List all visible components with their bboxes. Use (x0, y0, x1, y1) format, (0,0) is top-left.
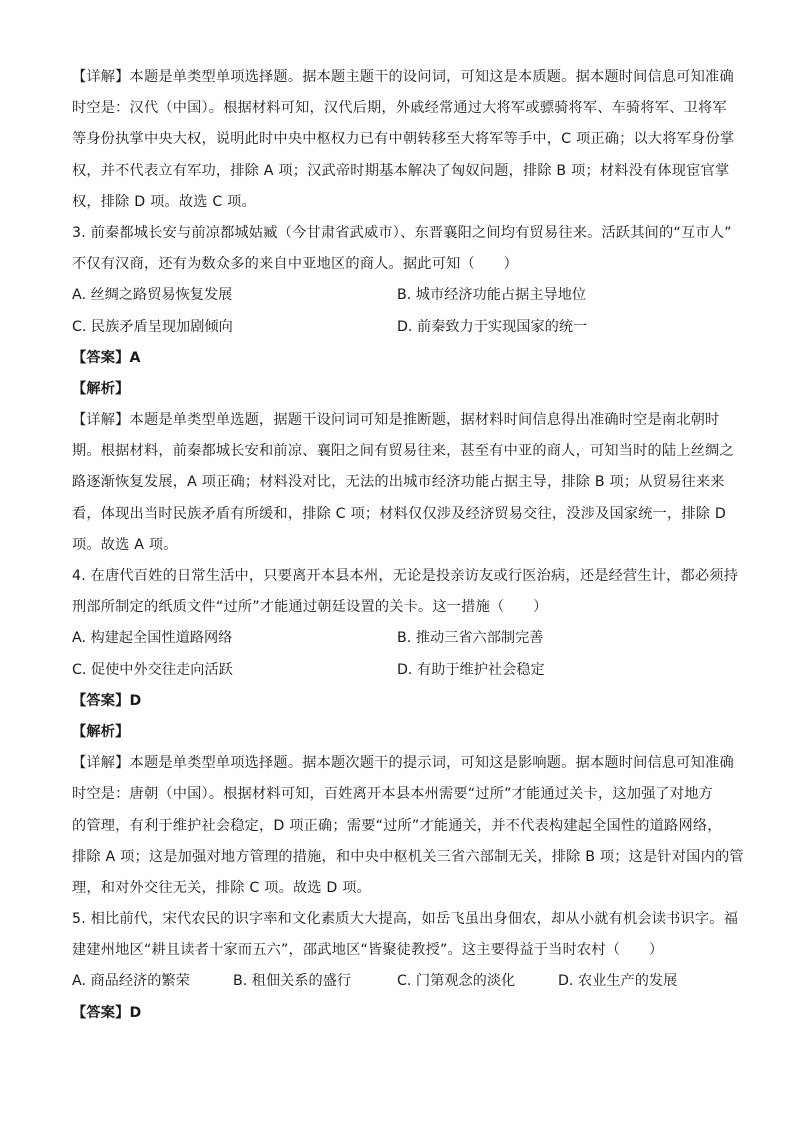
question-stem: 3. 前秦都城长安与前凉都城姑臧（今甘肃省武威市）、东晋襄阳之间均有贸易往来。活跃其间的“互市人” (72, 224, 732, 241)
option-c: C. 门第观念的淡化 (397, 973, 516, 990)
text-line: 理，和对外交往无关，排除 C 项。故选 D 项。 (72, 879, 372, 896)
option-b: B. 推动三省六部制完善 (397, 630, 544, 647)
option-a: A. 构建起全国性道路网络 (72, 630, 233, 647)
text-line: 排除 A 项；这是加强对地方管理的措施，和中央中枢机关三省六部制无关，排除 B 项；这是针对国内的管 (72, 848, 744, 865)
text-line: 期。根据材料，前秦都城长安和前凉、襄阳之间有贸易往来，甚至有中亚的商人，可知当时的陆上丝绸之 (72, 443, 734, 460)
question-stem: 刑部所制定的纸质文件“过所”才能通过朝廷设置的关卡。这一措施（ ） (72, 599, 548, 616)
question-4 (72, 561, 744, 904)
question-stem: 4. 在唐代百姓的日常生活中，只要离开本县本州，无论是投亲访友或行医治病，还是经营生计，都必须持 (72, 568, 739, 584)
question-3 (72, 218, 744, 561)
analysis-label: 【解析】 (72, 723, 130, 740)
answer-label: 【答案】D (72, 1004, 142, 1021)
text-line: 路逐渐恢复发展，A 项正确；材料没对比，无法的出城市经济功能占据主导，排除 B 项；从贸易往来来 (72, 474, 725, 491)
option-row (72, 966, 744, 997)
question-stem: 不仅有汉商，还有为数众多的来自中亚地区的商人。据此可知（ ） (72, 256, 519, 273)
option-a: A. 商品经济的繁荣 (72, 973, 190, 990)
answer-label: 【答案】D (72, 692, 142, 709)
q2-detail-block (72, 62, 744, 218)
text-line: 时空是：汉代（中国）。根据材料可知，汉代后期，外戚经常通过大将军或骠骑将军、车骑将军、卫将军 (72, 100, 727, 117)
option-b: B. 城市经济功能占据主导地位 (397, 287, 587, 304)
text-line: 等身份执掌中央大权，说明此时中央中枢权力已有中朝转移至大将军等手中，C 项正确；以大将军身份掌 (72, 131, 735, 148)
question-5 (72, 904, 744, 1029)
text-line: 的管理，有利于维护社会稳定，D 项正确；需要“过所”才能通关，并不代表构建起全国性的道路网络， (72, 817, 722, 834)
option-c: C. 促使中外交往走向活跃 (72, 661, 233, 678)
text-line: 项。故选 A 项。 (72, 536, 178, 553)
option-c: C. 民族矛盾呈现加剧倾向 (72, 318, 233, 335)
option-row (72, 312, 744, 343)
option-row (72, 280, 744, 311)
option-row (72, 623, 744, 654)
option-b: B. 租佃关系的盛行 (233, 973, 352, 990)
text-line: 权，排除 D 项。故选 C 项。 (72, 193, 256, 210)
option-d: D. 前秦致力于实现国家的统一 (397, 318, 588, 335)
text-line: 时空是：唐朝（中国）。根据材料可知，百姓离开本县本州需要“过所”才能通过关卡，这加强了对地方 (72, 786, 714, 803)
option-row (72, 655, 744, 686)
text-line: 【详解】本题是单类型单选题，据题干设问词可知是推断题，据材料时间信息得出准确时空是南北朝时 (72, 412, 720, 429)
text-line: 【详解】本题是单类型单项选择题。据本题次题干的提示词，可知这是影响题。据本题时间信息可知准确 (72, 755, 734, 772)
option-a: A. 丝绸之路贸易恢复发展 (72, 287, 233, 304)
answer-label: 【答案】A (72, 349, 141, 366)
analysis-label: 【解析】 (72, 380, 130, 397)
text-line: 【详解】本题是单类型单项选择题。据本题主题干的设问词，可知这是本质题。据本题时间信息可知准确 (72, 69, 734, 85)
question-stem: 5. 相比前代，宋代农民的识字率和文化素质大大提高，如岳飞虽出身佃农，却从小就有机会读书识字。福 (72, 911, 739, 928)
option-d: D. 有助于维护社会稳定 (397, 661, 545, 678)
text-line: 权，并不代表立有军功，排除 A 项；汉武帝时期基本解决了匈奴问题，排除 B 项；材料没有体现宦官掌 (72, 162, 730, 179)
question-stem: 建建州地区“耕且读者十家而五六”，邵武地区“皆聚徒教授”。这主要得益于当时农村（ ） (72, 942, 664, 959)
option-d: D. 农业生产的发展 (558, 973, 678, 990)
text-line: 看，体现出当时民族矛盾有所缓和，排除 C 项；材料仅仅涉及经济贸易交往，没涉及国家统一，排除 D (72, 505, 727, 522)
document-page (72, 62, 744, 1029)
